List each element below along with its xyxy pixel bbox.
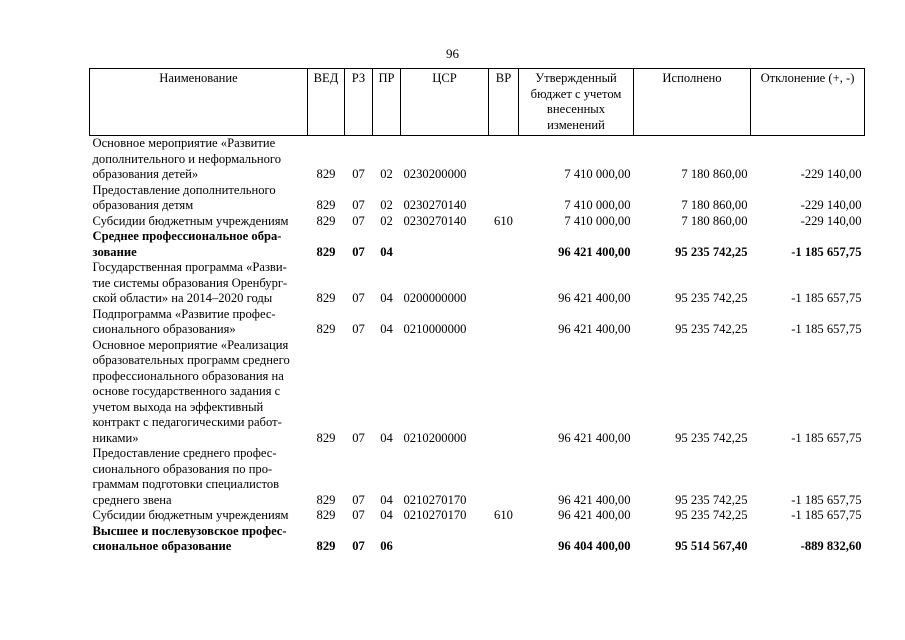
row-budget: 96 421 400,00 xyxy=(558,322,631,336)
row-executed: 95 235 742,25 xyxy=(675,291,748,305)
header-rz: РЗ xyxy=(345,69,373,136)
row-rz: 07 xyxy=(352,492,365,507)
row-executed: 95 514 567,40 xyxy=(675,539,748,553)
table-row xyxy=(90,183,865,214)
table-header xyxy=(90,69,865,136)
table-body xyxy=(90,136,865,555)
row-ved: 829 xyxy=(316,167,336,181)
row-ved: 829 xyxy=(316,322,336,336)
table-row xyxy=(90,524,865,555)
header-budget: Утвержденный бюджет с учетом внесенных изменений xyxy=(519,69,634,136)
row-budget: 96 404 400,00 xyxy=(558,539,631,553)
table-row xyxy=(90,446,865,508)
row-csr: 0230200000 xyxy=(403,167,467,181)
row-budget: 96 421 400,00 xyxy=(558,430,631,445)
row-vr: 610 xyxy=(494,508,513,522)
row-pr: 04 xyxy=(380,508,393,522)
row-vr xyxy=(489,307,519,338)
row-csr: 0230270140 xyxy=(403,213,467,228)
row-rz: 07 xyxy=(352,213,365,228)
row-rz: 07 xyxy=(352,322,365,336)
table-row xyxy=(90,136,865,183)
row-vr xyxy=(489,260,519,307)
row-budget: 96 421 400,00 xyxy=(558,492,631,507)
header-pr: ПР xyxy=(373,69,401,136)
row-ved: 829 xyxy=(316,508,336,522)
table-row xyxy=(90,508,865,524)
row-executed: 95 235 742,25 xyxy=(675,244,748,259)
row-pr: 02 xyxy=(380,167,393,181)
header-name: Наименование xyxy=(90,69,308,136)
row-budget: 96 421 400,00 xyxy=(558,291,631,305)
row-ved: 829 xyxy=(316,291,336,305)
row-vr xyxy=(489,183,519,214)
row-budget: 96 421 400,00 xyxy=(558,508,631,522)
row-deviation: -1 185 657,75 xyxy=(791,492,862,507)
row-budget: 7 410 000,00 xyxy=(564,167,631,181)
row-vr xyxy=(489,136,519,183)
row-deviation: -1 185 657,75 xyxy=(791,244,862,259)
row-executed: 7 180 860,00 xyxy=(681,213,748,228)
header-ved: ВЕД xyxy=(308,69,345,136)
table-row xyxy=(90,307,865,338)
row-rz: 07 xyxy=(352,198,365,212)
row-vr xyxy=(489,229,519,260)
row-name: Основное мероприятие «Развитие дополнительного и неформального образования детей» xyxy=(92,136,282,181)
row-name: Субсидии бюджетным учреждениям xyxy=(92,508,289,522)
row-name: Среднее профессиональное обра-зование xyxy=(92,229,282,259)
row-name: Подпрограмма «Развитие профес-сионального образования» xyxy=(92,306,276,336)
row-deviation: -1 185 657,75 xyxy=(791,291,862,305)
budget-table xyxy=(89,68,865,555)
row-ved: 829 xyxy=(316,244,336,259)
row-name: Государственная программа «Разви-тие системы образования Оренбург-ской области» на 2014–2020 годы xyxy=(92,260,288,305)
row-executed: 95 235 742,25 xyxy=(675,322,748,336)
row-csr: 0210270170 xyxy=(403,492,467,507)
row-csr: 0210000000 xyxy=(403,322,467,336)
row-rz: 07 xyxy=(352,167,365,181)
row-rz: 07 xyxy=(352,508,365,522)
row-deviation: -229 140,00 xyxy=(800,213,862,228)
row-rz: 07 xyxy=(352,244,365,259)
row-name: Предоставление среднего профес-сионального образования по про-граммам подготовки специалистов среднего звена xyxy=(92,446,280,507)
table-row xyxy=(90,214,865,230)
row-deviation: -229 140,00 xyxy=(800,167,862,181)
row-deviation: -1 185 657,75 xyxy=(791,508,862,522)
row-ved: 829 xyxy=(316,213,336,228)
row-deviation: -1 185 657,75 xyxy=(791,430,862,445)
row-pr: 04 xyxy=(380,430,393,445)
row-rz: 07 xyxy=(352,291,365,305)
header-deviation: Отклонение (+, -) xyxy=(751,69,865,136)
row-pr: 02 xyxy=(380,198,393,212)
row-pr: 04 xyxy=(380,322,393,336)
table-row xyxy=(90,260,865,307)
row-ved: 829 xyxy=(316,430,336,445)
row-pr: 06 xyxy=(380,539,393,553)
row-budget: 7 410 000,00 xyxy=(564,213,631,228)
row-csr xyxy=(401,524,489,555)
row-name: Предоставление дополнительного образования детям xyxy=(92,182,276,212)
row-pr: 04 xyxy=(380,244,393,259)
row-vr xyxy=(489,338,519,447)
row-executed: 95 235 742,25 xyxy=(675,508,748,522)
row-pr: 04 xyxy=(380,291,393,305)
row-deviation: -229 140,00 xyxy=(800,198,862,212)
table-row xyxy=(90,229,865,260)
row-ved: 829 xyxy=(316,492,336,507)
row-rz: 07 xyxy=(352,430,365,445)
row-csr: 0230270140 xyxy=(403,198,467,212)
row-executed: 95 235 742,25 xyxy=(675,492,748,507)
row-executed: 7 180 860,00 xyxy=(681,167,748,181)
header-csr: ЦСР xyxy=(401,69,489,136)
row-pr: 04 xyxy=(380,492,393,507)
row-name: Субсидии бюджетным учреждениям xyxy=(92,213,289,228)
header-executed: Исполнено xyxy=(634,69,751,136)
row-deviation: -889 832,60 xyxy=(800,539,862,553)
row-name: Высшее и послевузовское профес-сиональное образование xyxy=(92,523,287,553)
row-ved: 829 xyxy=(316,198,336,212)
row-budget: 7 410 000,00 xyxy=(564,198,631,212)
row-csr: 0210270170 xyxy=(403,508,467,522)
row-csr: 0200000000 xyxy=(403,291,467,305)
page-number: 96 xyxy=(446,46,459,61)
row-csr xyxy=(401,229,489,260)
row-rz: 07 xyxy=(352,539,365,553)
row-ved: 829 xyxy=(316,539,336,553)
row-vr xyxy=(489,446,519,508)
row-pr: 02 xyxy=(380,213,393,228)
row-budget: 96 421 400,00 xyxy=(558,244,631,259)
header-vr: ВР xyxy=(489,69,519,136)
table-row xyxy=(90,338,865,447)
row-deviation: -1 185 657,75 xyxy=(791,322,862,336)
row-executed: 95 235 742,25 xyxy=(675,430,748,445)
row-csr: 0210200000 xyxy=(403,430,467,445)
row-executed: 7 180 860,00 xyxy=(681,198,748,212)
row-name: Основное мероприятие «Реализация образовательных программ среднего профессионального образования на основе государственного задания с учетом выхода на эффективный контракт с педагогическими работ-никами» xyxy=(92,337,290,445)
row-vr: 610 xyxy=(494,213,513,228)
row-vr xyxy=(489,524,519,555)
